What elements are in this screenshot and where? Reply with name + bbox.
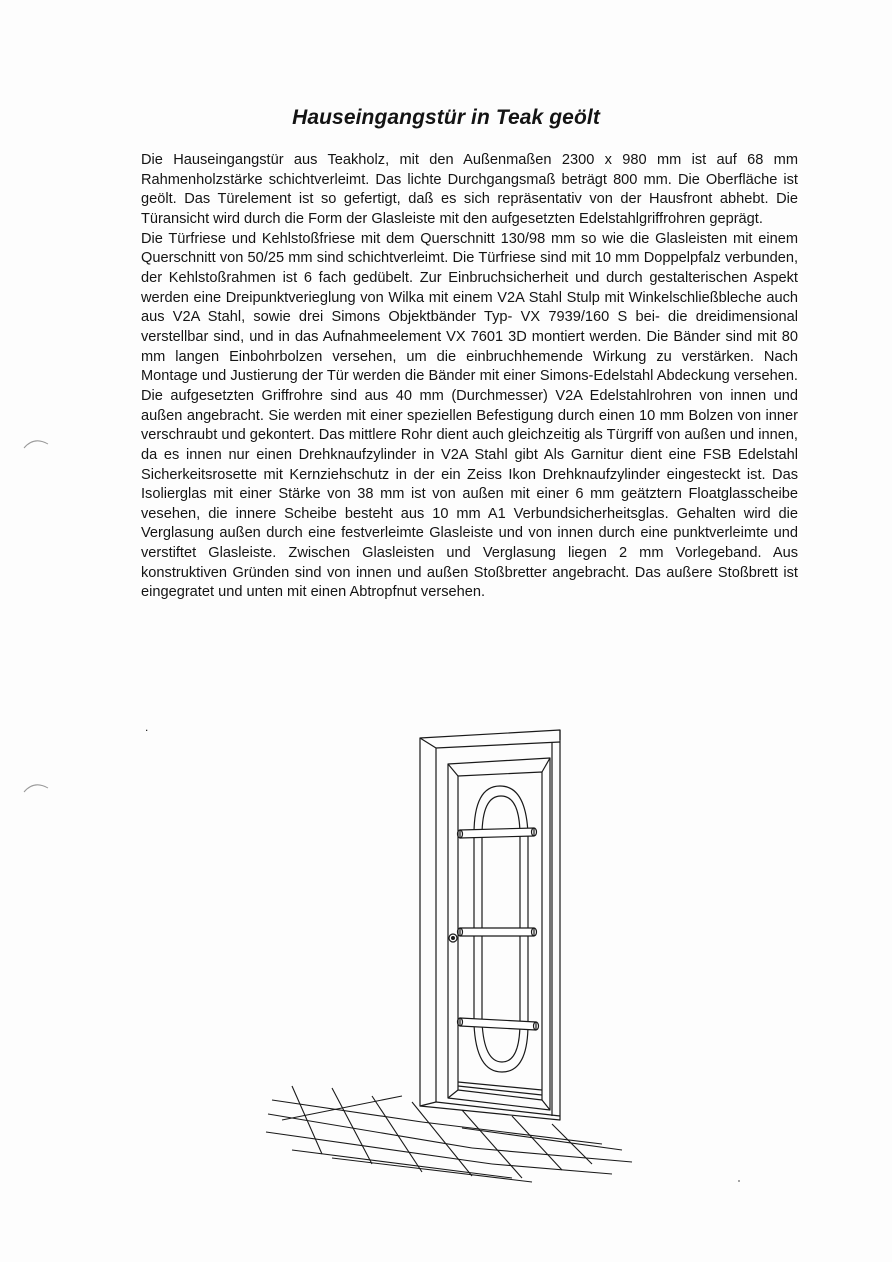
punch-hole-mark-top — [22, 434, 52, 454]
paragraph-intro: Die Hauseingangstür aus Teakholz, mit den Außenmaßen 2300 x 980 mm ist auf 68 mm Rahmenholzstärke schichtverleimt. Das lichte Durchgangsmaß beträgt 800 mm. Die Oberfläche ist geölt. Das Türelement ist so gefertigt, daß es sich repräsentativ von der Hausfront abhebt. Die Türansicht wird durch die Form der Glasleiste mit den aufgesetzten Edelstahlgriffrohren geprägt. — [141, 152, 798, 227]
paper-speck — [738, 1180, 740, 1182]
paragraph-details: Die Türfriese und Kehlstoßfriese mit dem Querschnitt 130/98 mm so wie die Glasleisten mit einem Querschnitt von 50/25 mm sind schichtverleimt. Die Türfriese sind mit 10 mm Doppelpfalz verbunden, der Kehlstoßrahmen ist 6 fach gedübelt. Zur Einbruchsicherheit und durch gestalterischen Aspekt werden eine Dreipunktverieglung von Wilka mit einem V2A Stahl Stulp mit Winkelschließbleche auch aus V2A Stahl, sowie drei Simons Objektbänder Typ- VX 7939/160 S bei- die dreidimensional verstellbar sind, und in das Aufnahmeelement VX 7601 3D montiert werden. Die Bänder sind mit 80 mm langen Einbohrbolzen versehen, um die einbruchhemende Wirkung zu verstärken. Nach Montage und Justierung der Tür werden die Bänder mit einer Simons-Edelstahl Abdeckung versehen. Die aufgesetzten Griffrohre sind aus 40 mm (Durchmesser) V2A Edelstahlrohren von innen und außen angebracht. Sie werden mit einer speziellen Befestigung durch einen 10 mm Bolzen von inner verschraubt und gekontert. Das mittlere Rohr dient auch gleichzeitig als Türgriff von außen und innen, da es innen nur einen Drehknaufzylinder in V2A Stahl gibt Als Garnitur dient eine FSB Edelstahl Sicherkeitsrosette mit Kernziehschutz in der ein Zeiss Ikon Drehknaufzylinder eingesteckt ist. Das Isolierglas mit einer Stärke von 38 mm ist von außen mit einer 6 mm geätztern Floatglasscheibe vesehen, die innere Scheibe besteht aus 10 mm A1 Verbundsicherheitsglas. Gehalten wird die Verglasung außen durch eine festverleimte Glasleiste und von innen durch eine punktverleimte und verstiftet Glasleiste. Zwischen Glasleisten und Verglasung liegen 2 mm Vorlegeband. Aus konstruktiven Gründen sind von innen und außen Stoßbretter angebracht. Das außere Stoßbrett ist eingegratet und unten mit einen Abtropfnut versehen. — [141, 230, 798, 601]
door-drawing — [262, 724, 642, 1184]
floor-tiles — [266, 1086, 632, 1182]
handle-bar-top — [458, 828, 537, 838]
handle-bar-middle — [458, 928, 537, 936]
handle-bar-bottom — [458, 1018, 539, 1030]
lock-cylinder — [449, 934, 457, 942]
document-body — [141, 151, 798, 603]
punch-hole-mark-bottom — [22, 778, 52, 798]
handle-bars — [458, 828, 539, 1030]
stray-dot: . — [145, 720, 149, 734]
document-title: Hauseingangstür in Teak geölt — [292, 106, 600, 129]
